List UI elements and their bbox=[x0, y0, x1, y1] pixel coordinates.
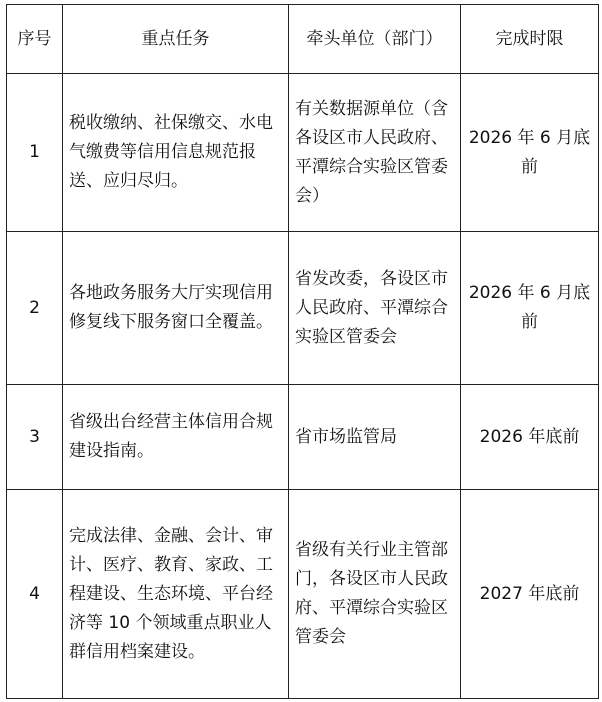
row-task: 各地政务服务大厅实现信用修复线下服务窗口全覆盖。 bbox=[63, 232, 289, 385]
header-num: 序号 bbox=[7, 5, 63, 74]
task-table bbox=[6, 4, 599, 699]
row-task: 税收缴纳、社保缴交、水电气缴费等信用信息规范报送、应归尽归。 bbox=[63, 74, 289, 232]
row-deadline: 2026 年 6 月底前 bbox=[461, 74, 599, 232]
table-header-row bbox=[7, 5, 599, 74]
table-row bbox=[7, 385, 599, 490]
table-row bbox=[7, 232, 599, 385]
row-owner: 省市场监管局 bbox=[289, 385, 461, 490]
row-number: 4 bbox=[7, 490, 63, 699]
table-row bbox=[7, 74, 599, 232]
header-owner: 牵头单位（部门） bbox=[289, 5, 461, 74]
row-number: 2 bbox=[7, 232, 63, 385]
row-owner: 有关数据源单位（含各设区市人民政府、平潭综合实验区管委会） bbox=[289, 74, 461, 232]
row-number: 3 bbox=[7, 385, 63, 490]
row-owner: 省发改委，各设区市人民政府、平潭综合实验区管委会 bbox=[289, 232, 461, 385]
row-deadline: 2027 年底前 bbox=[461, 490, 599, 699]
row-task: 完成法律、金融、会计、审计、医疗、教育、家政、工程建设、生态环境、平台经济等 10 个领域重点职业人群信用档案建设。 bbox=[63, 490, 289, 699]
row-number: 1 bbox=[7, 74, 63, 232]
row-task: 省级出台经营主体信用合规建设指南。 bbox=[63, 385, 289, 490]
row-deadline: 2026 年底前 bbox=[461, 385, 599, 490]
header-task: 重点任务 bbox=[63, 5, 289, 74]
row-owner: 省级有关行业主管部门，各设区市人民政府、平潭综合实验区管委会 bbox=[289, 490, 461, 699]
row-deadline: 2026 年 6 月底前 bbox=[461, 232, 599, 385]
table-row bbox=[7, 490, 599, 699]
header-deadline: 完成时限 bbox=[461, 5, 599, 74]
